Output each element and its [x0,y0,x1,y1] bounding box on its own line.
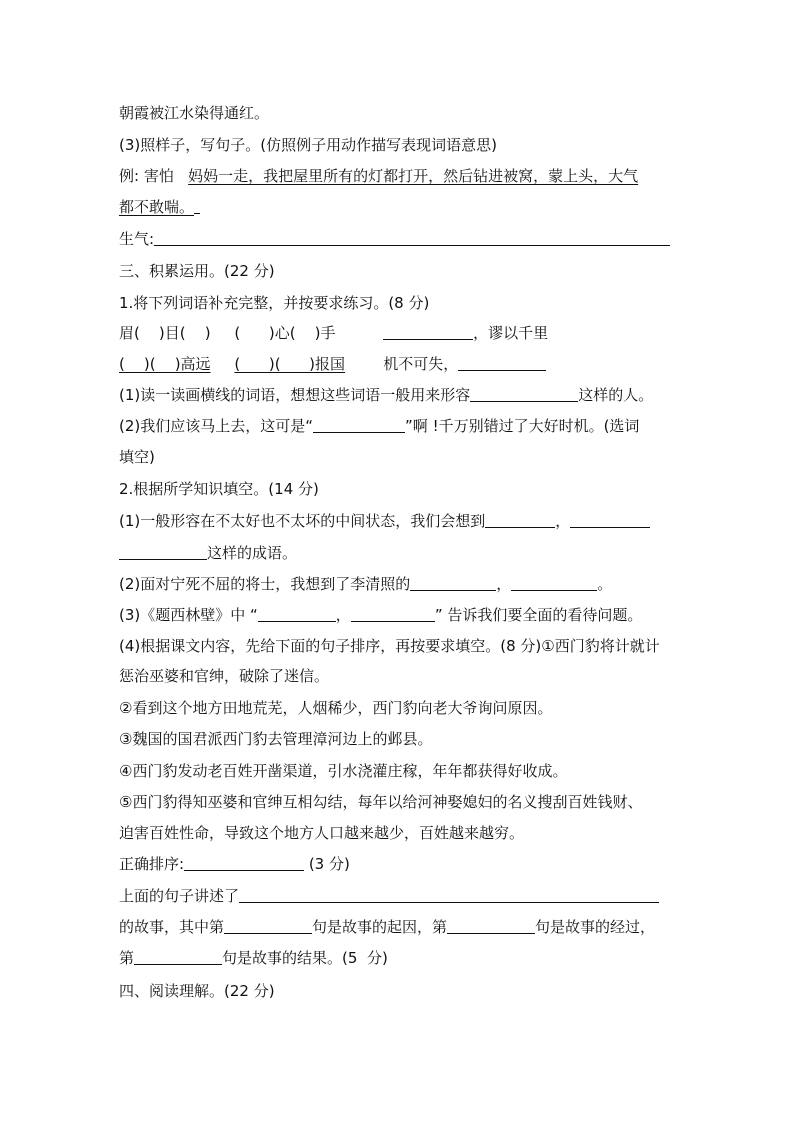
story-result: 第 句是故事的结果。(5 分) [119,949,388,967]
example-sentence: 妈妈一走，我把屋里所有的灯都打开，然后钻进被窝，蒙上头，大气 [188,167,639,185]
answer-line-angry: 生气: [119,229,670,249]
blank[interactable] [239,887,659,903]
section-heading-3: 三、积累运用。(22 分) [119,262,275,280]
sentence-3: ③魏国的国君派西门豹去管理漳河边上的邺县。 [119,730,433,748]
blank[interactable] [470,386,578,402]
sentence-4: ④西门豹发动老百姓开凿渠道，引水浇灌庄稼，年年都获得好收成。 [119,762,568,780]
idiom-row-2: ( )( )高远 ( )( )报国 机不可失， [119,354,546,374]
example-line: 例: 害怕 妈妈一走，我把屋里所有的灯都打开，然后钻进被窝，蒙上头，大气 [119,167,639,185]
blank[interactable] [154,230,670,246]
question-2-1-cont: 这样的成语。 [119,543,297,563]
question-2-4: (4)根据课文内容，先给下面的句子排序，再按要求填空。(8 分)①西门豹将计就计 [119,637,660,655]
blank[interactable] [511,575,597,591]
question-1-2-cont: 填空) [119,448,155,466]
blank[interactable] [184,855,304,871]
question-1-1: (1)读一读画横线的词语，想想这些词语一般用来形容 这样的人。 [119,386,654,404]
question-2-2: (2)面对宁死不屈的将士，我想到了李清照的 ， 。 [119,575,613,593]
blank[interactable] [119,544,207,560]
story-parts: 的故事，其中第 句是故事的起因，第 句是故事的经过， [119,918,656,936]
story-line: 上面的句子讲述了 [119,886,659,906]
question-2: 2.根据所学知识填空。(14 分) [119,480,319,498]
text-line: 朝霞被江水染得通红。 [119,104,270,122]
sentence-5-cont: 迫害百姓性命，导致这个地方人口越来越少，百姓越来越穷。 [119,824,525,842]
section-heading-4: 四、阅读理解。(22 分) [119,982,275,1000]
blank[interactable] [258,606,336,622]
blank[interactable] [383,324,473,340]
blank[interactable] [313,417,405,433]
sentence-2: ②看到这个地方田地荒芜，人烟稀少，西门豹向老大爷询问原因。 [119,699,553,717]
order-answer: 正确排序: (3 分) [119,855,350,873]
blank[interactable] [410,575,496,591]
idiom-row-1: 眉( )目( ) ( )心( )手 ，谬以千里 [119,324,549,342]
blank[interactable] [447,918,535,934]
question-heading: (3)照样子，写句子。(仿照例子用动作描写表现词语意思) [119,136,497,154]
sentence-5: ⑤西门豹得知巫婆和官绅互相勾结，每年以给河神娶媳妇的名义搜刮百姓钱财、 [119,793,643,811]
question-2-3: (3)《题西林壁》中 “ ， ” 告诉我们要全面的看待问题。 [119,606,643,624]
question-2-1: (1)一般形容在不太好也不太坏的中间状态，我们会想到 ， [119,511,650,531]
blank[interactable] [485,512,555,528]
sentence-1-cont: 惩治巫婆和官绅，破除了迷信。 [119,667,330,685]
question-1-2: (2)我们应该马上去，这可是“ ”啊 !千万别错过了大好时机。(选词 [119,417,640,435]
blank[interactable] [570,512,650,528]
example-line-cont: 都不敢喘。 [119,197,200,217]
blank[interactable] [134,949,222,965]
blank[interactable] [458,355,546,371]
blank[interactable] [224,918,312,934]
question-1: 1.将下列词语补充完整，并按要求练习。(8 分) [119,294,430,312]
blank[interactable] [351,606,435,622]
